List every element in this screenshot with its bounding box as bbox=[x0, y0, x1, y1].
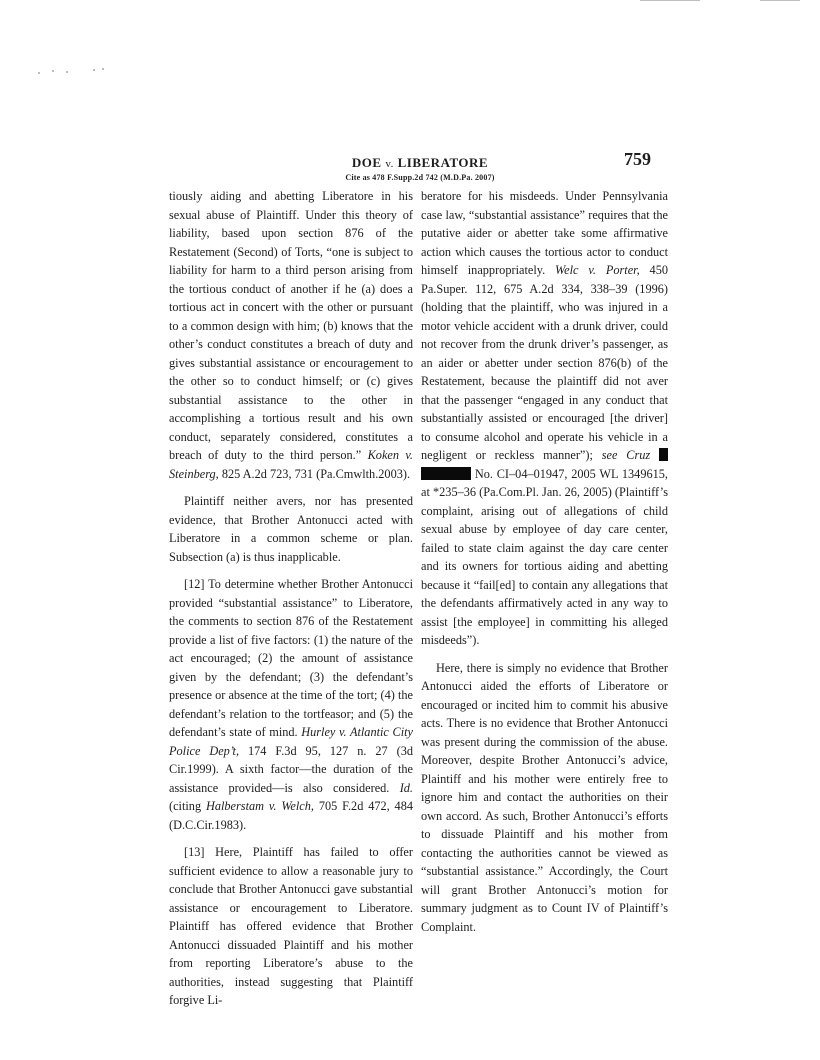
page-number: 759 bbox=[624, 149, 651, 169]
headnote-number: [12] bbox=[184, 577, 205, 591]
paragraph-text: 174 F.3d 95, 127 n. 27 (3d Cir.1999). A sixth factor—the duration of the assistance provided—is also considered. bbox=[169, 743, 413, 795]
case-name: Hurley v. Atlantic City Police Dep’t, bbox=[169, 725, 413, 758]
paragraph-text: (citing bbox=[169, 799, 202, 813]
paragraph bbox=[421, 187, 668, 650]
paragraph-text: Plaintiff neither avers, nor has presented evidence, that Brother Antonucci acted with Liberatore in a common scheme or plan. Subsection (a) is thus inapplicable. bbox=[169, 494, 413, 564]
id-signal: Id. bbox=[399, 780, 414, 795]
see-signal: see bbox=[601, 448, 618, 462]
paragraph-text: No. CI–04–01947, 2005 WL 1349615, at *235–36 (Pa.Com.Pl. Jan. 26, 2005) (Plaintiff’s complaint, arising out of allegations of child sexual abuse by employee of day care center, failed to state claim against the day care center and its owners for tortious aiding and abetting because it “fail[ed] to contain any allegations that the defendants affirmatively acted in any way to assist [the employee] in committing his alleged misdeeds”). bbox=[421, 466, 668, 647]
scan-edge-line bbox=[760, 0, 800, 1]
right-column bbox=[421, 187, 668, 945]
citation-line: Cite as 478 F.Supp.2d 742 (M.D.Pa. 2007) bbox=[345, 173, 495, 182]
case-name: Koken v. Steinberg, bbox=[169, 448, 413, 481]
case-title-versus: v. bbox=[385, 158, 394, 170]
paragraph-text: Here, there is simply no evidence that Brother Antonucci aided the efforts of Liberatore or encouraged or incited him to commit his abusive acts. There is no evidence that Brother Antonucci was present during the commission of the abuse. Moreover, despite Brother Antonucci’s advice, Plaintiff and his mother were entirely free to ignore him and contact the authorities on their own accord. As such, Brother Antonucci’s efforts to dissuade Plaintiff and his mother from contacting the authorities cannot be viewed as “substantial assistance.” Accordingly, the Court will grant Brother Antonucci’s motion for summary judgment as to Count IV of Plaintiff’s Complaint. bbox=[421, 660, 668, 934]
scan-speck bbox=[52, 70, 54, 72]
paragraph bbox=[169, 843, 413, 1010]
paragraph-text: 450 Pa.Super. 112, 675 A.2d 334, 338–39 (1996) (holding that the plaintiff, who was injured in a motor vehicle accident with a drunk driver, could not recover from the drunk driver’s passenger, as an aider or abetter under section 876(b) of the Restatement, because the plaintiff did not aver that the passenger “engaged in any conduct that substantially assisted or encouraged [the driver] to consume alcohol and operate his vehicle in a negligent or reckless manner”); bbox=[421, 263, 668, 462]
redaction-bar bbox=[659, 448, 668, 461]
headnote-number: [13] bbox=[184, 845, 205, 859]
paragraph bbox=[169, 575, 413, 834]
case-name: Halberstam v. Welch, bbox=[205, 799, 314, 813]
paragraph-text: tiously aiding and abetting Liberatore in his sexual abuse of Plaintiff. Under this theory of liability, based upon section 876 of the Restatement (Second) of Torts, “one is subject to liability for harm to a third person arising from the tortious conduct of another if he (a) does a tortious act in concert with the other or pursuant to a common design with him; (b) knows that the other’s conduct constitutes a breach of duty and gives substantial assistance or encouragement to the other so to conduct himself; or (c) gives substantial assistance to the other in accomplishing a tortious result and his own conduct, separately considered, constitutes a breach of duty to the third person.” bbox=[169, 189, 413, 462]
paragraph-text: 825 A.2d 723, 731 (Pa.Cmwlth.2003). bbox=[221, 466, 411, 481]
paragraph bbox=[421, 659, 668, 937]
case-title-right: LIBERATORE bbox=[397, 155, 489, 170]
redaction-bar bbox=[421, 467, 471, 480]
scan-speck bbox=[93, 69, 95, 71]
paragraph bbox=[169, 492, 413, 566]
case-title-left: DOE bbox=[351, 155, 382, 170]
left-column bbox=[169, 187, 413, 1019]
scan-speck bbox=[66, 71, 68, 73]
case-title bbox=[300, 155, 540, 171]
paragraph-text: To determine whether Brother Antonucci provided “substantial assistance” to Liberatore, the comments to section 876 of the Restatement provide a list of five factors: (1) the nature of the act encouraged; (2) the amount of assistance given by the defendant; (3) the defendant’s presence or absence at the time of the tort; (4) the defendant’s relation to the tortfeasor; and (5) the defendant’s state of mind. bbox=[169, 577, 413, 739]
case-name: Welc v. Porter, bbox=[555, 263, 640, 277]
running-head bbox=[300, 155, 540, 182]
paragraph-text: beratore for his misdeeds. Under Pennsylvania case law, “substantial assistance” requires that the putative aider or abetter take some affirmative action which causes the tortious actor to conduct himself inappropriately. bbox=[421, 189, 668, 277]
scan-speck bbox=[102, 68, 104, 70]
paragraph bbox=[169, 187, 413, 483]
scan-edge-line bbox=[640, 0, 700, 1]
scan-speck bbox=[38, 72, 40, 74]
paragraph-text: Here, Plaintiff has failed to offer sufficient evidence to allow a reasonable jury to conclude that Brother Antonucci gave substantial assistance or encouragement to Liberatore. Plaintiff has offered evidence that Brother Antonucci dissuaded Plaintiff and his mother from reporting Liberatore’s abuse to the authorities, instead suggesting that Plaintiff forgive Li- bbox=[169, 845, 413, 1007]
paragraph-text: 705 F.2d 472, 484 (D.C.Cir.1983). bbox=[169, 799, 413, 832]
case-name: Cruz bbox=[626, 448, 651, 462]
